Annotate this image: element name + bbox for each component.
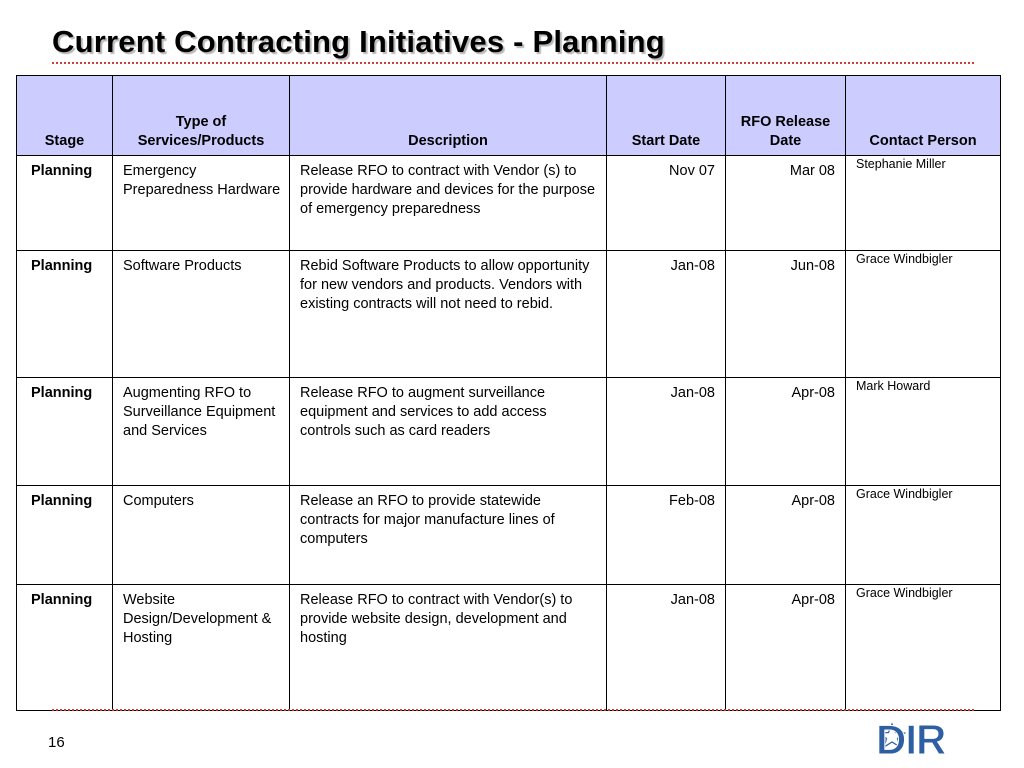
contact-cell: Grace Windbigler — [856, 586, 953, 600]
header-stage: Stage — [17, 76, 113, 156]
page-number: 16 — [48, 734, 65, 751]
title-divider — [52, 62, 974, 64]
description-cell: Release RFO to contract with Vendor(s) to provide website design, development and hosting — [300, 592, 573, 646]
description-cell: Release RFO to augment surveillance equipment and services to add access controls such as card readers — [300, 385, 547, 439]
contact-cell: Grace Windbigler — [856, 252, 953, 266]
table-row — [17, 156, 1001, 251]
start-date-cell: Jan-08 — [670, 385, 715, 401]
contact-cell: Stephanie Miller — [856, 157, 946, 171]
rfo-release-date-cell: Apr-08 — [791, 493, 835, 509]
stage-cell: Planning — [31, 385, 93, 401]
footer-divider — [52, 709, 974, 711]
table-row — [17, 585, 1001, 711]
type-cell: Website Design/Development & Hosting — [123, 592, 272, 646]
table-row — [17, 378, 1001, 486]
description-cell: Rebid Software Products to allow opportunity for new vendors and products. Vendors with existing contracts will not need to rebid. — [300, 258, 590, 312]
start-date-cell: Jan-08 — [670, 258, 715, 274]
header-type: Type of Services/Products — [113, 76, 290, 156]
start-date-cell: Nov 07 — [669, 163, 715, 179]
stage-cell: Planning — [31, 258, 93, 274]
rfo-release-date-cell: Jun-08 — [790, 258, 835, 274]
description-cell: Release an RFO to provide statewide contracts for major manufacture lines of computers — [300, 493, 555, 547]
stage-cell: Planning — [31, 163, 93, 179]
rfo-release-date-cell: Apr-08 — [791, 592, 835, 608]
type-cell: Augmenting RFO to Surveillance Equipment and Services — [123, 385, 276, 439]
header-description: Description — [290, 76, 607, 156]
type-cell: Software Products — [123, 258, 242, 274]
rfo-release-date-cell: Apr-08 — [791, 385, 835, 401]
table-header-row — [17, 76, 1001, 156]
description-cell: Release RFO to contract with Vendor (s) to provide hardware and devices for the purpose of emergency preparedness — [300, 163, 596, 217]
logo-text: DIR — [876, 716, 946, 760]
contact-cell: Mark Howard — [856, 379, 931, 393]
start-date-cell: Feb-08 — [669, 493, 715, 509]
rfo-release-date-cell: Mar 08 — [789, 163, 835, 179]
stage-cell: Planning — [31, 493, 93, 509]
type-cell: Emergency Preparedness Hardware — [123, 163, 281, 198]
header-start-date: Start Date — [607, 76, 726, 156]
page-title: Current Contracting Initiatives - Planning — [52, 24, 665, 59]
type-cell: Computers — [123, 493, 194, 509]
header-contact-person: Contact Person — [846, 76, 1001, 156]
stage-cell: Planning — [31, 592, 93, 608]
table-row — [17, 251, 1001, 378]
dir-logo — [870, 714, 972, 760]
table-row — [17, 486, 1001, 585]
contact-cell: Grace Windbigler — [856, 487, 953, 501]
header-rfo-release-date: RFO Release Date — [726, 76, 846, 156]
initiatives-table — [16, 75, 1001, 711]
start-date-cell: Jan-08 — [670, 592, 715, 608]
